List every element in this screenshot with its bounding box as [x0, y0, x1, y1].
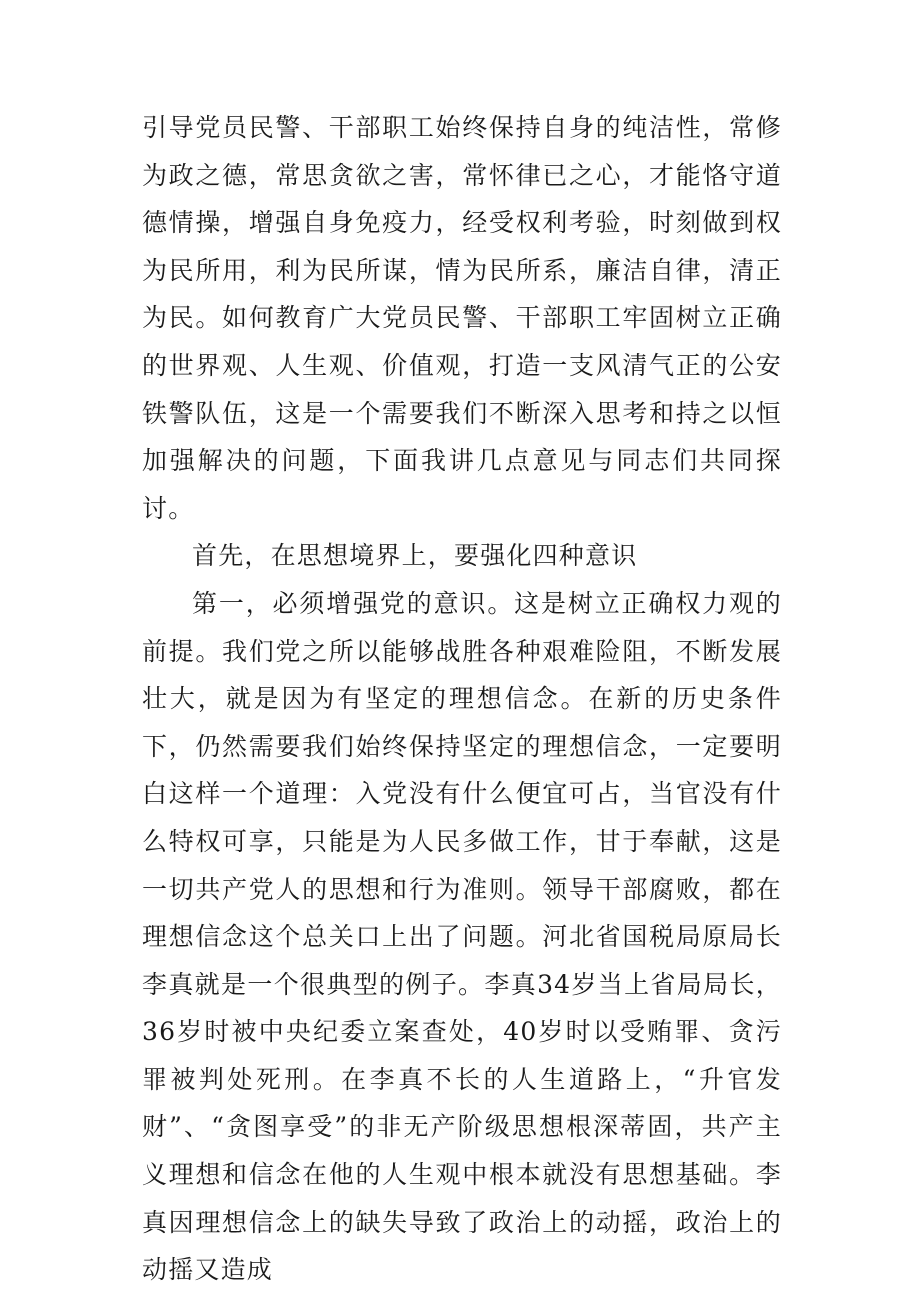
- paragraph-intro: 引导党员民警、干部职工始终保持自身的纯洁性，常修为政之德，常思贪欲之害，常怀律已之心，才能恪守道德情操，增强自身免疫力，经受权利考验，时刻做到权为民所用，利为民所谋，情为民所系，廉洁自律，清正为民。如何教育广大党员民警、干部职工牢固树立正确的世界观、人生观、价值观，打造一支风清气正的公安铁警队伍，这是一个需要我们不断深入思考和持之以恒加强解决的问题，下面我讲几点意见与同志们共同探讨。: [142, 113, 782, 523]
- paragraph-heading-four-awareness: 首先，在思想境界上，要强化四种意识: [192, 541, 638, 571]
- document-body: [142, 104, 782, 1294]
- paragraph-party-awareness: 第一，必须增强党的意识。这是树立正确权力观的前提。我们党之所以能够战胜各种艰难险阻，不断发展壮大，就是因为有坚定的理想信念。在新的历史条件下，仍然需要我们始终保持坚定的理想信念，一定要明白这样一个道理：入党没有什么便宜可占，当官没有什么特权可享，只能是为人民多做工作，甘于奉献，这是一切共产党人的思想和行为准则。领导干部腐败，都在理想信念这个总关口上出了问题。河北省国税局原局长李真就是一个很典型的例子。李真34岁当上省局局长，36岁时被中央纪委立案查处，40岁时以受贿罪、贪污罪被判处死刑。在李真不长的人生道路上，“升官发财”、“贪图享受”的非无产阶级思想根深蒂固，共产主义理想和信念在他的人生观中根本就没有思想基础。李真因理想信念上的缺失导致了政治上的动摇，政治上的动摇又造成: [142, 588, 782, 1285]
